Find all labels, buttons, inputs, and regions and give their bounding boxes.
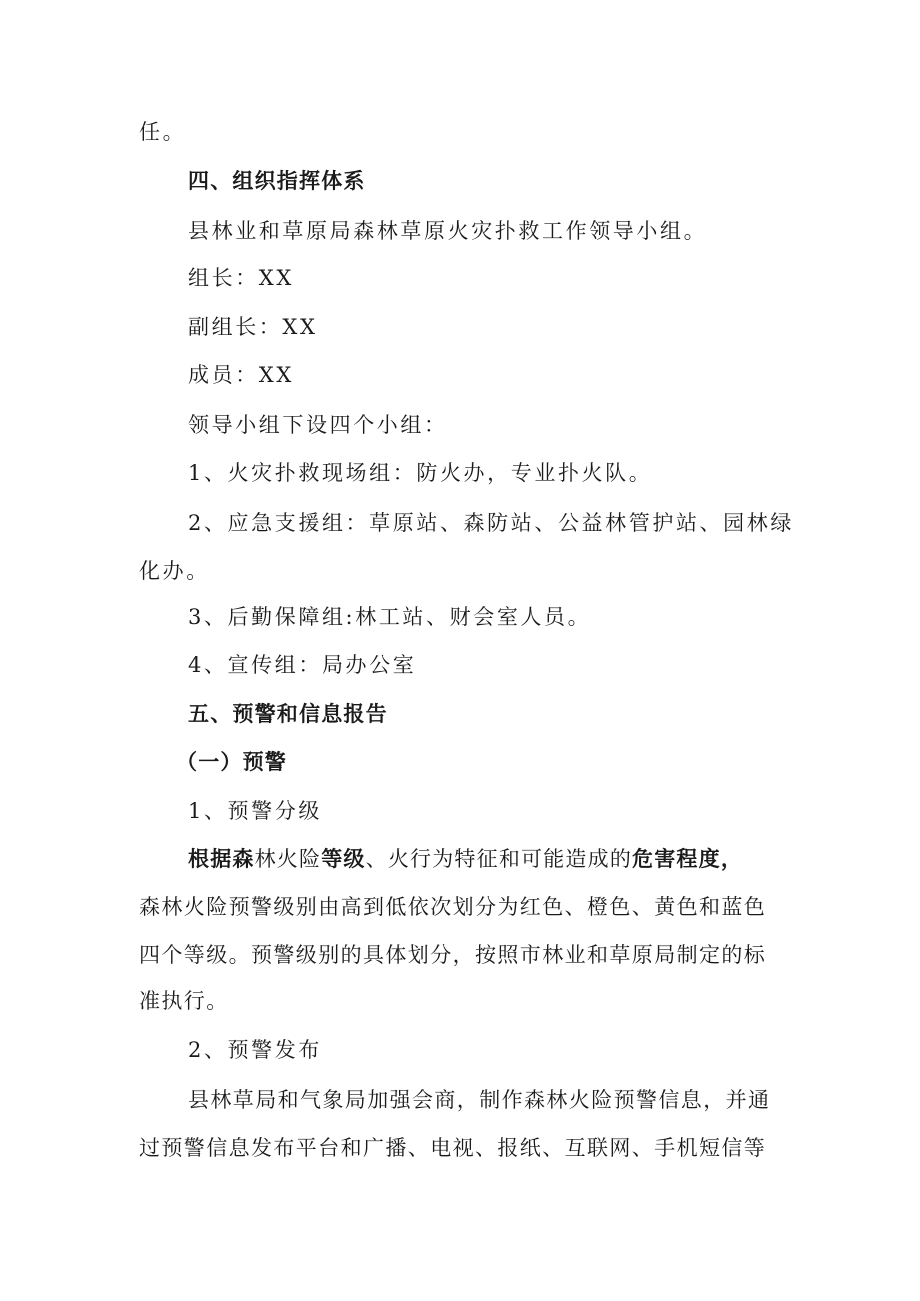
subgroups-intro: 领导小组下设四个小组：	[188, 413, 448, 437]
bold-segment: 等级	[321, 847, 366, 871]
grading-paragraph-line-4: 准执行。	[139, 989, 229, 1013]
subgroup-item-3: 3、后勤保障组:林工站、财会室人员。	[188, 605, 592, 629]
paragraph-continuation: 任。	[139, 120, 187, 144]
grading-paragraph-line-3: 四个等级。预警级别的具体划分，按照市林业和草原局制定的标	[139, 943, 767, 967]
bold-segment: 危害程度，	[632, 847, 744, 871]
release-paragraph-line-1: 县林草局和气象局加强会商，制作森林火险预警信息，并通	[188, 1088, 771, 1112]
release-paragraph-line-2: 过预警信息发布平台和广播、电视、报纸、互联网、手机短信等	[139, 1136, 767, 1160]
subsection-heading-1: （一）预警	[176, 750, 287, 774]
leader-line: 组长：XX	[188, 266, 294, 290]
subgroup-item-2: 2、应急支援组：草原站、森防站、公益林管护站、园林绿	[188, 511, 794, 535]
subgroup-item-1: 1、火灾扑救现场组：防火办，专业扑火队。	[188, 461, 653, 485]
grading-paragraph-line-2: 森林火险预警级别由高到低依次划分为红色、橙色、黄色和蓝色	[139, 895, 767, 919]
subgroup-item-2-continuation: 化办。	[139, 559, 210, 583]
item-heading-release: 2、预警发布	[188, 1038, 322, 1062]
section-heading-4: 四、组织指挥体系	[188, 169, 366, 193]
normal-segment: 、火行为特征和可能造成的	[365, 847, 633, 871]
deputy-leader-line: 副组长：XX	[188, 315, 318, 339]
grading-paragraph-first-line	[188, 844, 788, 874]
subgroup-item-4: 4、宣传组：局办公室	[188, 653, 417, 677]
bold-segment: 根据森	[188, 847, 255, 871]
normal-segment: 林火险	[254, 847, 322, 871]
section-heading-5: 五、预警和信息报告	[188, 702, 388, 726]
members-line: 成员：XX	[188, 363, 294, 387]
item-heading-grading: 1、预警分级	[188, 799, 322, 823]
paragraph-leading-group: 县林业和草原局森林草原火灾扑救工作领导小组。	[188, 219, 708, 243]
